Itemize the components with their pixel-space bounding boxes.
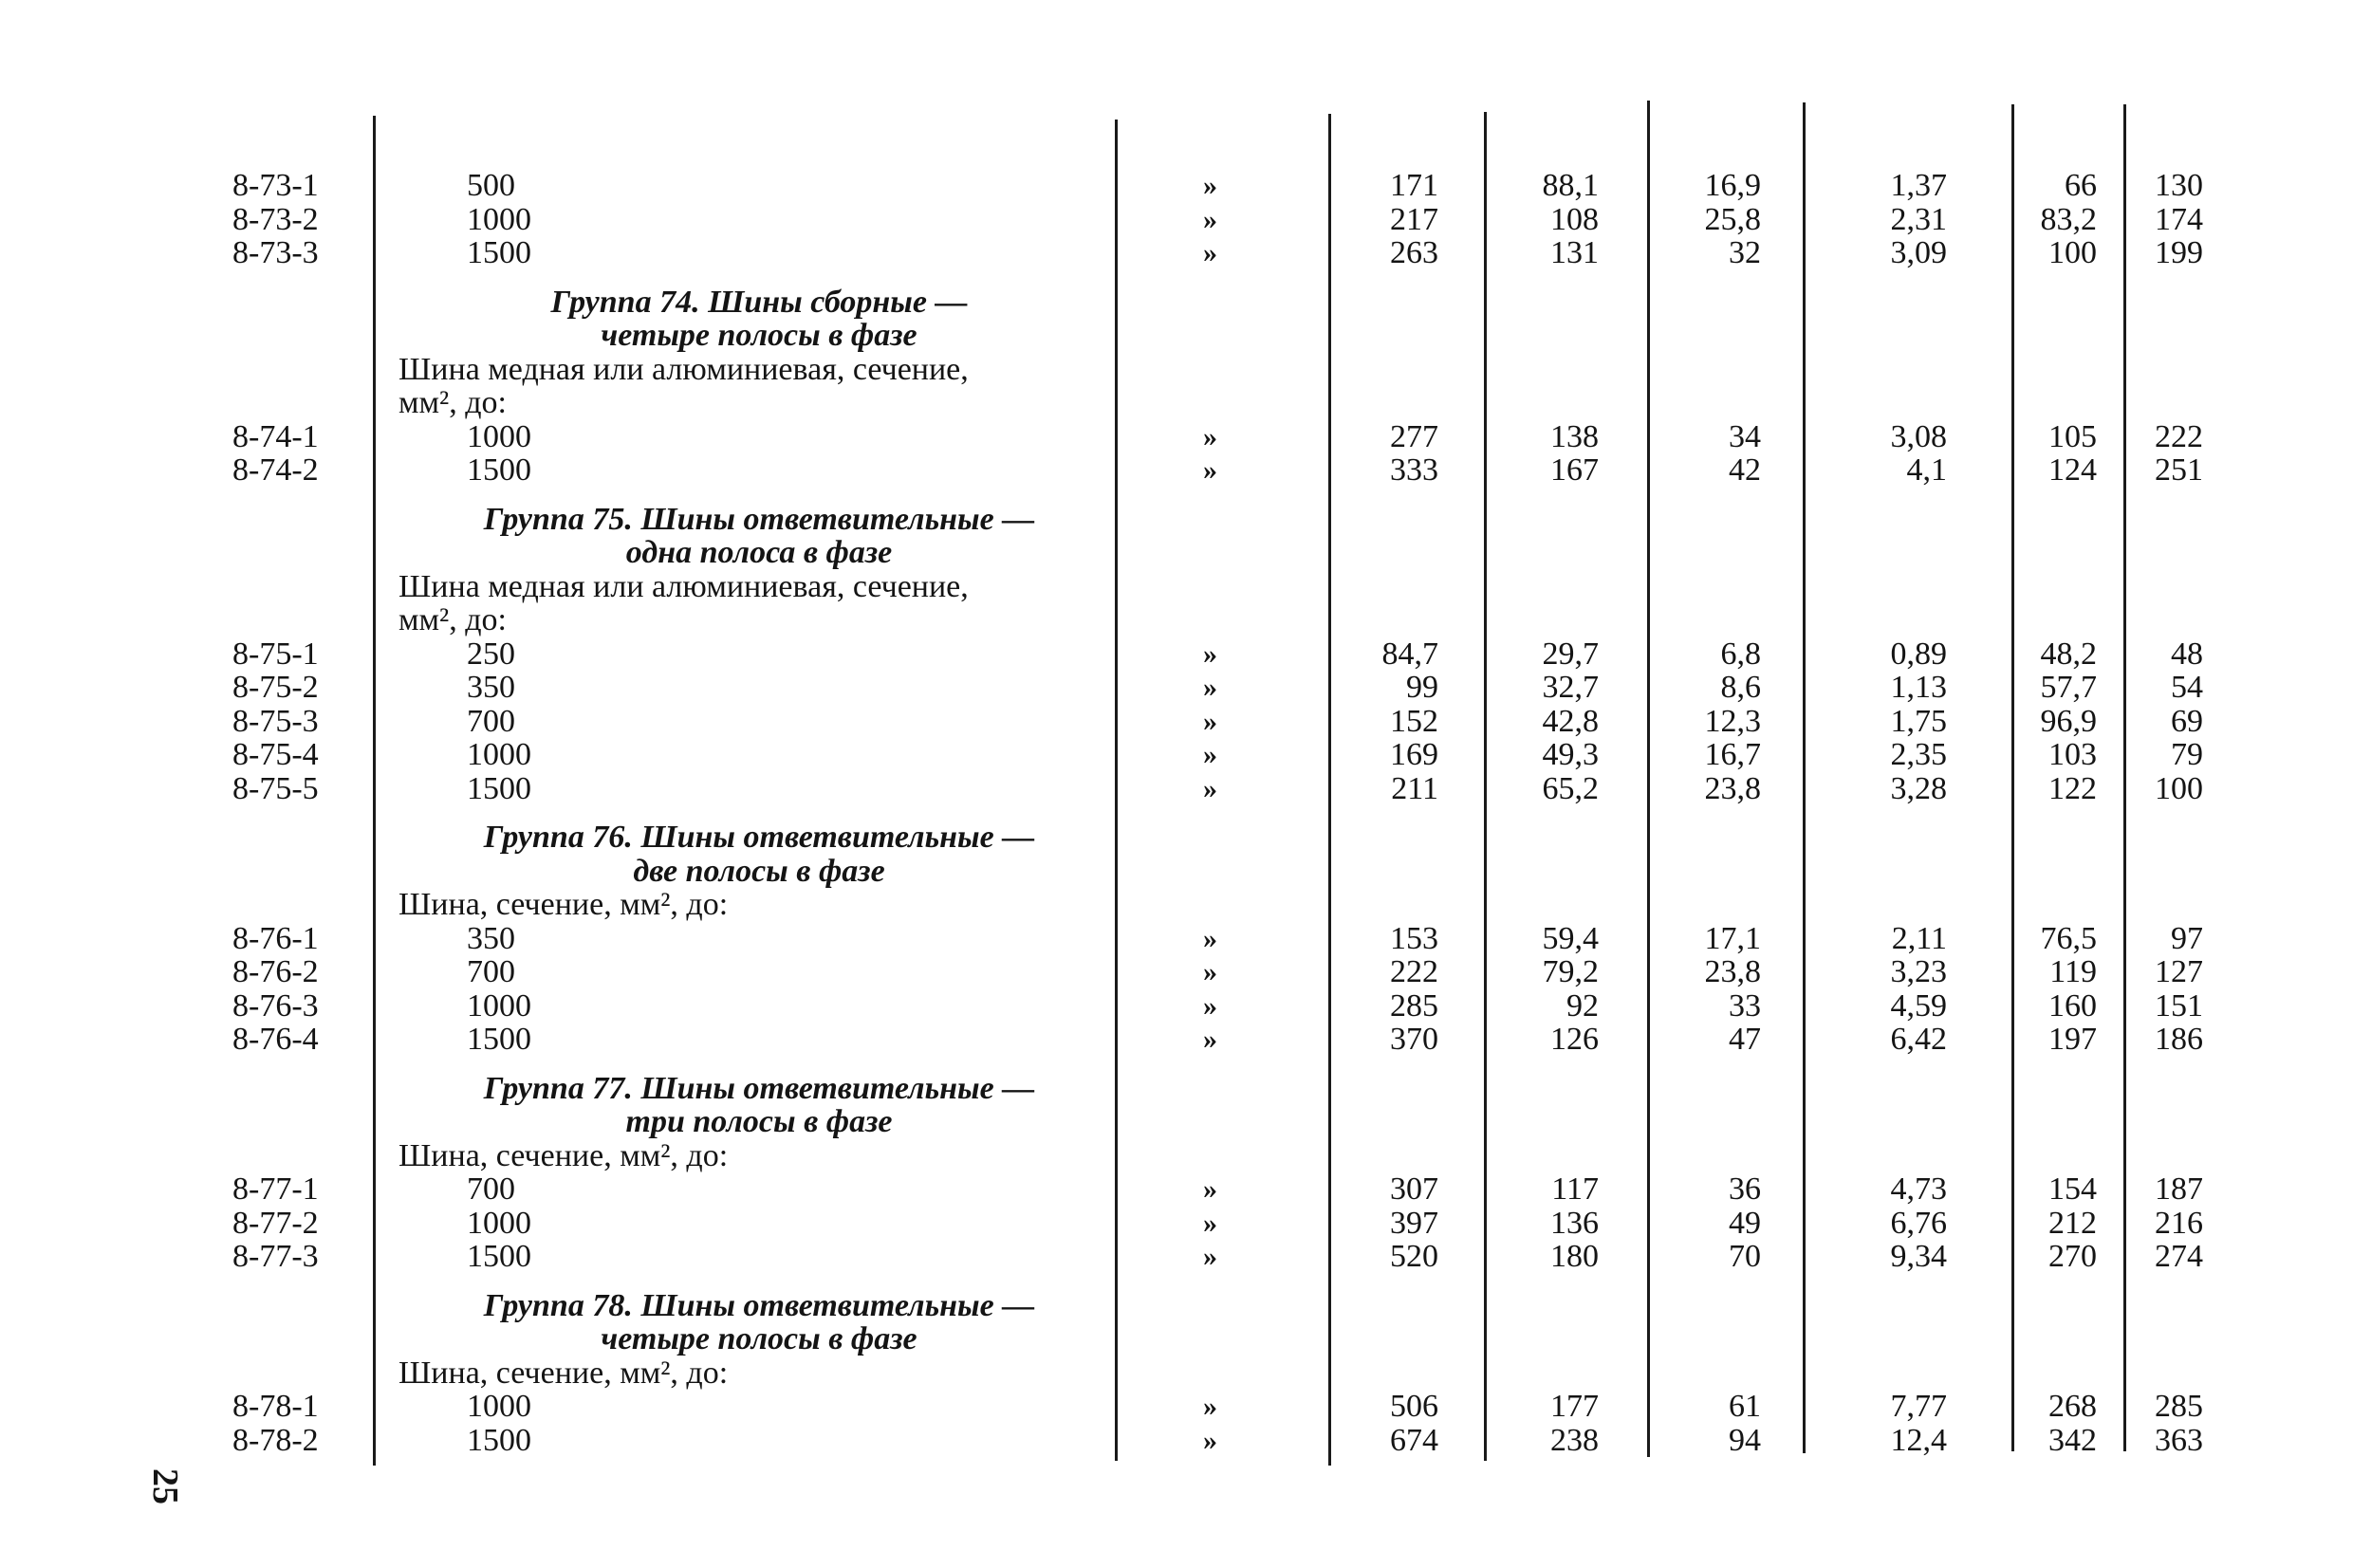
row-code: 8-73-3 — [232, 235, 319, 270]
row-section-size: 1500 — [467, 235, 531, 270]
row-value: 23,8 — [1704, 954, 1761, 989]
row-unit-mark: » — [1203, 956, 1217, 987]
row-unit-mark: » — [1203, 454, 1217, 486]
row-value: 12,3 — [1704, 703, 1761, 739]
row-value: 187 — [2155, 1171, 2203, 1207]
row-unit-mark: » — [1203, 1391, 1217, 1422]
row-value: 342 — [2048, 1422, 2097, 1458]
row-section-size: 1000 — [467, 418, 531, 454]
row-value: 3,08 — [1890, 418, 1947, 454]
row-value: 99 — [1406, 670, 1438, 705]
row-value: 103 — [2048, 737, 2097, 772]
row-value: 6,76 — [1890, 1205, 1947, 1241]
row-value: 16,9 — [1704, 168, 1761, 203]
row-value: 8,6 — [1720, 670, 1761, 705]
row-value: 186 — [2155, 1022, 2203, 1057]
group-title-line: четыре полосы в фазе — [601, 1321, 917, 1356]
row-unit-mark: » — [1203, 420, 1217, 452]
row-unit-mark: » — [1203, 739, 1217, 770]
row-value: 25,8 — [1704, 201, 1761, 237]
row-unit-mark: » — [1203, 203, 1217, 235]
row-value: 59,4 — [1542, 920, 1599, 956]
row-section-size: 350 — [467, 920, 515, 956]
row-value: 76,5 — [2040, 920, 2097, 956]
row-value: 285 — [1390, 987, 1438, 1024]
row-code: 8-74-1 — [232, 418, 319, 454]
group-description-line: Шина, сечение, мм², до: — [398, 1355, 729, 1391]
row-code: 8-76-3 — [232, 987, 319, 1024]
row-value: 285 — [2155, 1389, 2203, 1424]
row-value: 42 — [1729, 452, 1761, 488]
row-unit-mark: » — [1203, 237, 1217, 268]
row-value: 307 — [1390, 1171, 1438, 1207]
row-value: 127 — [2155, 954, 2203, 989]
row-value: 2,11 — [1891, 920, 1947, 956]
row-value: 69 — [2171, 703, 2203, 739]
row-unit-mark: » — [1203, 1424, 1217, 1456]
row-value: 33 — [1729, 987, 1761, 1024]
row-value: 32,7 — [1542, 670, 1599, 705]
row-value: 117 — [1551, 1171, 1599, 1207]
row-section-size: 250 — [467, 636, 515, 672]
row-code: 8-73-1 — [232, 168, 319, 203]
row-value: 100 — [2048, 235, 2097, 270]
group-description-line: мм², до: — [398, 602, 507, 637]
row-section-size: 1000 — [467, 987, 531, 1024]
row-value: 1,75 — [1890, 703, 1947, 739]
row-code: 8-78-1 — [232, 1389, 319, 1424]
row-code: 8-75-4 — [232, 737, 319, 772]
row-section-size: 1500 — [467, 1422, 531, 1458]
row-value: 61 — [1729, 1389, 1761, 1424]
row-unit-mark: » — [1203, 1173, 1217, 1205]
row-code: 8-78-2 — [232, 1422, 319, 1458]
group-description-line: мм², до: — [398, 385, 507, 420]
row-value: 57,7 — [2040, 670, 2097, 705]
row-value: 222 — [2155, 418, 2203, 454]
row-value: 130 — [2155, 168, 2203, 203]
row-code: 8-75-2 — [232, 670, 319, 705]
row-unit-mark: » — [1203, 1207, 1217, 1239]
row-value: 54 — [2171, 670, 2203, 705]
row-value: 520 — [1390, 1239, 1438, 1274]
row-section-size: 1000 — [467, 737, 531, 772]
row-value: 6,8 — [1720, 636, 1761, 672]
row-section-size: 1000 — [467, 1389, 531, 1424]
row-value: 122 — [2048, 770, 2097, 806]
row-value: 23,8 — [1704, 770, 1761, 806]
row-unit-mark: » — [1203, 1024, 1217, 1055]
row-value: 83,2 — [2040, 201, 2097, 237]
row-code: 8-75-5 — [232, 770, 319, 806]
row-value: 370 — [1390, 1022, 1438, 1057]
row-value: 3,23 — [1890, 954, 1947, 989]
row-section-size: 1500 — [467, 770, 531, 806]
row-value: 66 — [2065, 168, 2097, 203]
row-unit-mark: » — [1203, 1241, 1217, 1272]
group-description-line: Шина медная или алюминиевая, сечение, — [398, 351, 969, 387]
row-code: 8-76-2 — [232, 954, 319, 989]
row-value: 2,35 — [1890, 737, 1947, 772]
row-code: 8-77-1 — [232, 1171, 319, 1207]
row-value: 4,73 — [1890, 1171, 1947, 1207]
row-value: 4,59 — [1890, 987, 1947, 1024]
row-section-size: 1500 — [467, 1239, 531, 1274]
row-value: 199 — [2155, 235, 2203, 270]
row-value: 6,42 — [1890, 1022, 1947, 1057]
row-value: 167 — [1550, 452, 1599, 488]
row-value: 100 — [2155, 770, 2203, 806]
row-section-size: 700 — [467, 1171, 515, 1207]
row-value: 9,34 — [1890, 1239, 1947, 1274]
row-section-size: 1500 — [467, 452, 531, 488]
row-value: 177 — [1550, 1389, 1599, 1424]
row-value: 105 — [2048, 418, 2097, 454]
row-value: 268 — [2048, 1389, 2097, 1424]
row-value: 277 — [1390, 418, 1438, 454]
group-title-line: Группа 77. Шины ответвительные — — [483, 1070, 1035, 1106]
row-value: 0,89 — [1890, 636, 1947, 672]
row-value: 119 — [2049, 954, 2097, 989]
group-description-line: Шина, сечение, мм², до: — [398, 887, 729, 922]
group-title-line: Группа 78. Шины ответвительные — — [483, 1287, 1035, 1323]
row-value: 17,1 — [1704, 920, 1761, 956]
row-section-size: 700 — [467, 954, 515, 989]
row-value: 47 — [1729, 1022, 1761, 1057]
row-value: 36 — [1729, 1171, 1761, 1207]
row-value: 131 — [1550, 235, 1599, 270]
row-value: 274 — [2155, 1239, 2203, 1274]
row-value: 124 — [2048, 452, 2097, 488]
row-value: 211 — [1391, 770, 1438, 806]
row-value: 29,7 — [1542, 636, 1599, 672]
row-value: 3,28 — [1890, 770, 1947, 806]
row-code: 8-77-2 — [232, 1205, 319, 1241]
row-value: 12,4 — [1890, 1422, 1947, 1458]
row-value: 65,2 — [1542, 770, 1599, 806]
row-value: 216 — [2155, 1205, 2203, 1241]
row-value: 70 — [1729, 1239, 1761, 1274]
row-value: 1,37 — [1890, 168, 1947, 203]
row-value: 174 — [2155, 201, 2203, 237]
row-code: 8-76-4 — [232, 1022, 319, 1057]
row-unit-mark: » — [1203, 672, 1217, 703]
row-section-size: 1500 — [467, 1022, 531, 1057]
row-value: 363 — [2155, 1422, 2203, 1458]
group-description-line: Шина медная или алюминиевая, сечение, — [398, 568, 969, 604]
row-value: 126 — [1550, 1022, 1599, 1057]
row-code: 8-75-1 — [232, 636, 319, 672]
row-section-size: 1000 — [467, 1205, 531, 1241]
row-value: 108 — [1550, 201, 1599, 237]
row-value: 7,77 — [1890, 1389, 1947, 1424]
row-value: 397 — [1390, 1205, 1438, 1241]
row-value: 48,2 — [2040, 636, 2097, 672]
group-title-line: Группа 74. Шины сборные — — [550, 284, 968, 320]
group-title-line: Группа 76. Шины ответвительные — — [483, 820, 1035, 855]
group-title-line: Группа 75. Шины ответвительные — — [483, 501, 1035, 537]
group-title-line: две полосы в фазе — [633, 853, 885, 889]
row-value: 94 — [1729, 1422, 1761, 1458]
row-value: 49 — [1729, 1205, 1761, 1241]
row-value: 79,2 — [1542, 954, 1599, 989]
row-value: 92 — [1566, 987, 1599, 1024]
row-value: 136 — [1550, 1205, 1599, 1241]
row-value: 151 — [2155, 987, 2203, 1024]
row-value: 212 — [2048, 1205, 2097, 1241]
row-section-size: 1000 — [467, 201, 531, 237]
row-unit-mark: » — [1203, 637, 1217, 670]
row-section-size: 350 — [467, 670, 515, 705]
row-value: 197 — [2048, 1022, 2097, 1057]
row-value: 160 — [2048, 987, 2097, 1024]
row-unit-mark: » — [1203, 772, 1217, 804]
row-value: 34 — [1729, 418, 1761, 454]
row-value: 32 — [1729, 235, 1761, 270]
row-value: 48 — [2171, 636, 2203, 672]
row-value: 88,1 — [1542, 168, 1599, 203]
group-title-line: четыре полосы в фазе — [601, 318, 917, 353]
row-value: 263 — [1390, 235, 1438, 270]
row-value: 96,9 — [2040, 703, 2097, 739]
row-unit-mark: » — [1203, 170, 1217, 201]
row-value: 97 — [2171, 920, 2203, 956]
row-value: 169 — [1390, 737, 1438, 772]
row-value: 4,1 — [1906, 452, 1947, 488]
row-value: 251 — [2155, 452, 2203, 488]
row-value: 506 — [1390, 1389, 1438, 1424]
row-value: 171 — [1390, 168, 1438, 203]
row-value: 333 — [1390, 452, 1438, 488]
row-value: 238 — [1550, 1422, 1599, 1458]
row-value: 153 — [1390, 920, 1438, 956]
row-value: 270 — [2048, 1239, 2097, 1274]
row-code: 8-73-2 — [232, 201, 319, 237]
row-value: 1,13 — [1890, 670, 1947, 705]
row-unit-mark: » — [1203, 922, 1217, 954]
page-number: 25 — [145, 1468, 185, 1504]
row-value: 2,31 — [1890, 201, 1947, 237]
group-title-line: одна полоса в фазе — [625, 535, 893, 570]
row-code: 8-77-3 — [232, 1239, 319, 1274]
row-code: 8-74-2 — [232, 452, 319, 488]
row-value: 138 — [1550, 418, 1599, 454]
row-unit-mark: » — [1203, 989, 1217, 1022]
row-code: 8-75-3 — [232, 703, 319, 739]
row-unit-mark: » — [1203, 705, 1217, 737]
row-value: 180 — [1550, 1239, 1599, 1274]
row-value: 16,7 — [1704, 737, 1761, 772]
row-value: 217 — [1390, 201, 1438, 237]
row-value: 84,7 — [1381, 636, 1438, 672]
row-code: 8-76-1 — [232, 920, 319, 956]
group-description-line: Шина, сечение, мм², до: — [398, 1137, 729, 1173]
row-value: 222 — [1390, 954, 1438, 989]
row-value: 3,09 — [1890, 235, 1947, 270]
row-value: 154 — [2048, 1171, 2097, 1207]
row-value: 49,3 — [1542, 737, 1599, 772]
row-value: 674 — [1390, 1422, 1438, 1458]
row-value: 42,8 — [1542, 703, 1599, 739]
row-section-size: 700 — [467, 703, 515, 739]
row-value: 152 — [1390, 703, 1438, 739]
row-section-size: 500 — [467, 168, 515, 203]
group-title-line: три полосы в фазе — [625, 1104, 893, 1139]
row-value: 79 — [2171, 737, 2203, 772]
